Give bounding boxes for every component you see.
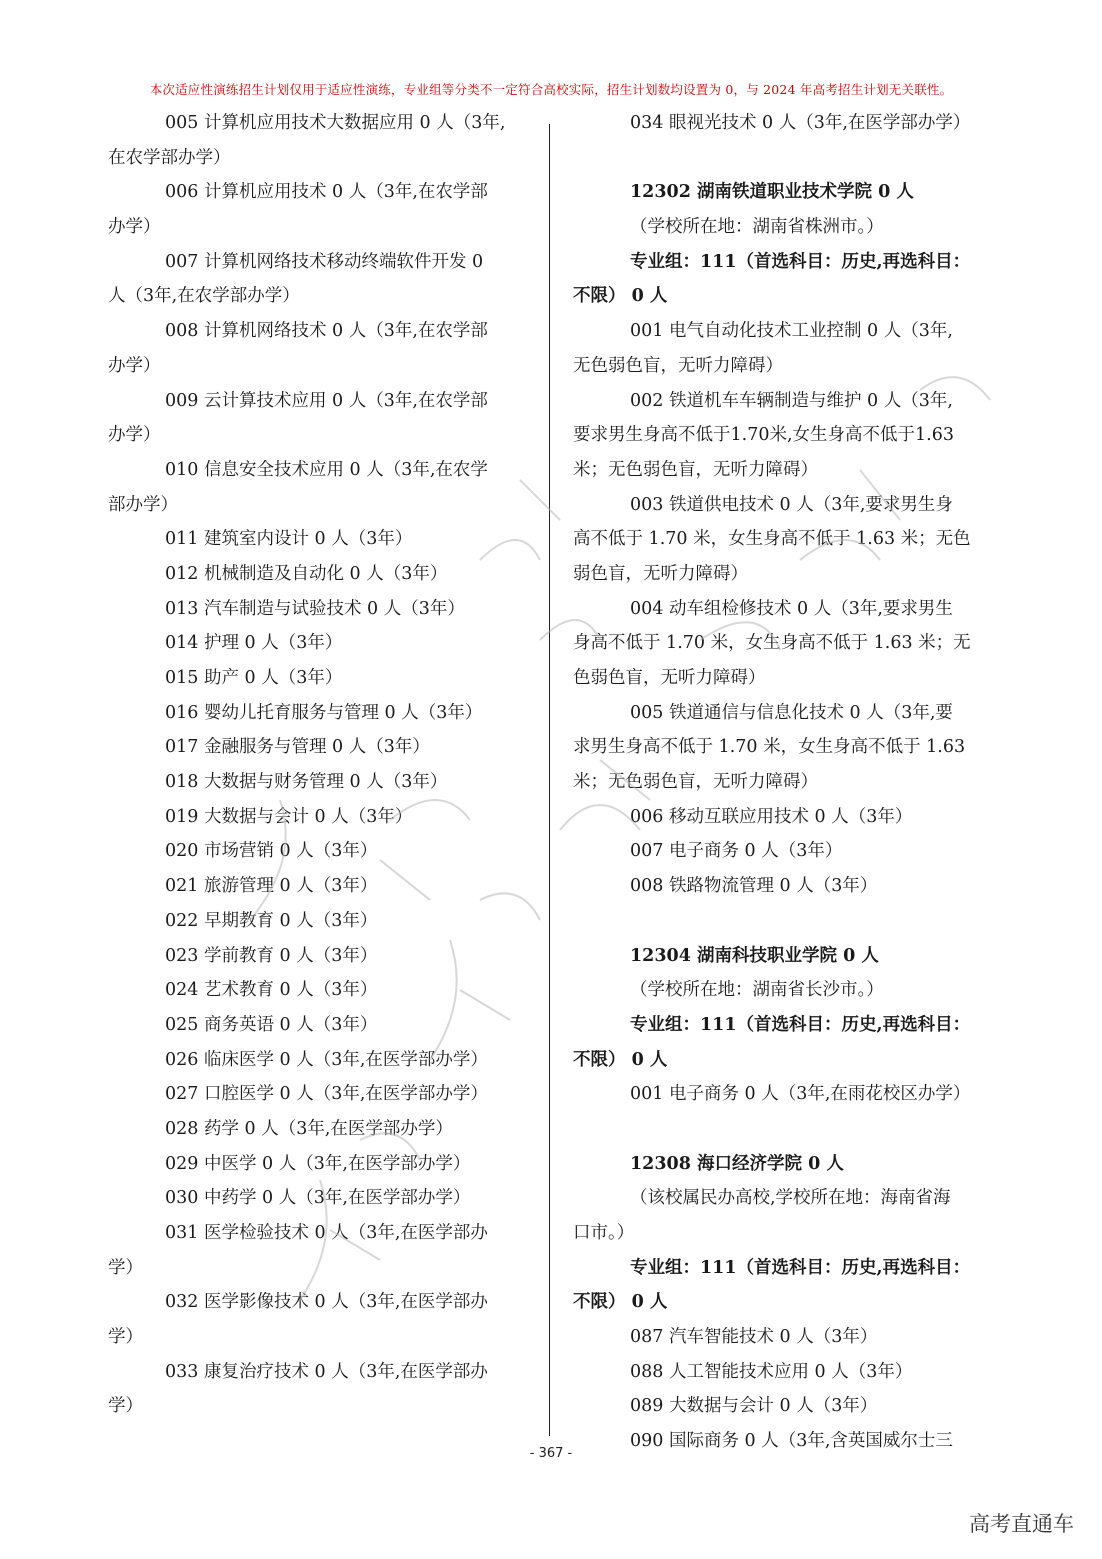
spacer (573, 141, 997, 176)
text-line: 不限） 0 人 (573, 286, 668, 307)
text-line: 009 云计算技术应用 0 人（3年,在农学部 (165, 390, 488, 411)
text-line: 030 中药学 0 人（3年,在医学部办学） (165, 1188, 471, 1209)
text-line: 专业组：111（首选科目：历史,再选科目： (630, 1257, 971, 1278)
text-line: 001 电气自动化技术工业控制 0 人（3年, (630, 321, 953, 342)
text-line: 002 铁道机车车辆制造与维护 0 人（3年, (630, 390, 953, 411)
text-line: 029 中医学 0 人（3年,在医学部办学） (165, 1153, 471, 1174)
text-line: 003 铁道供电技术 0 人（3年,要求男生身 (630, 494, 953, 515)
text-line: 015 助产 0 人（3年） (165, 668, 343, 688)
text-line: 020 市场营销 0 人（3年） (165, 841, 378, 862)
text-line: 017 金融服务与管理 0 人（3年） (165, 737, 430, 758)
text-line: 部办学） (108, 494, 178, 515)
text-line: 013 汽车制造与试验技术 0 人（3年） (165, 598, 465, 619)
text-line: 12304 湖南科技职业学院 0 人 (630, 945, 879, 966)
text-line: 006 移动互联应用技术 0 人（3年） (630, 806, 913, 827)
text-line: 007 电子商务 0 人（3年） (630, 841, 843, 862)
text-line: （学校所在地：湖南省长沙市。） (630, 980, 884, 1001)
text-line: 身高不低于 1.70 米，女生身高不低于 1.63 米；无 (573, 633, 971, 654)
text-line: 米；无色弱色盲，无听力障碍） (573, 459, 818, 480)
text-line: 办学） (108, 355, 161, 376)
text-line: 弱色盲，无听力障碍） (573, 563, 748, 584)
spacer (573, 904, 997, 939)
text-line: 006 计算机应用技术 0 人（3年,在农学部 (165, 182, 488, 203)
text-line: 不限） 0 人 (573, 1049, 668, 1070)
text-line: 人（3年,在农学部办学） (108, 286, 300, 307)
text-line: 007 计算机网络技术移动终端软件开发 0 (165, 251, 484, 272)
text-line: 016 婴幼儿托育服务与管理 0 人（3年） (165, 702, 483, 723)
text-line: 089 大数据与会计 0 人（3年） (630, 1396, 878, 1417)
text-line: 米；无色弱色盲，无听力障碍） (573, 772, 818, 793)
text-line: 090 国际商务 0 人（3年,含英国威尔士三 (630, 1431, 953, 1452)
disclaimer-notice: 本次适应性演练招生计划仅用于适应性演练，专业组等分类不一定符合高校实际，招生计划数均设置为 0，与 2024 年高考招生计划无关联性。 (149, 82, 953, 97)
text-line: 022 早期教育 0 人（3年） (165, 910, 378, 931)
text-line: 005 铁道通信与信息化技术 0 人（3年,要 (630, 702, 953, 723)
text-line: 求男生身高不低于 1.70 米，女生身高不低于 1.63 (573, 737, 966, 758)
text-line: 088 人工智能技术应用 0 人（3年） (630, 1361, 913, 1382)
text-line: 无色弱色盲，无听力障碍） (573, 355, 783, 376)
text-line: 008 计算机网络技术 0 人（3年,在农学部 (165, 321, 488, 342)
text-line: 高不低于 1.70 米，女生身高不低于 1.63 米；无色 (573, 529, 971, 550)
text-line: 色弱色盲，无听力障碍） (573, 668, 766, 688)
text-line: 028 药学 0 人（3年,在医学部办学） (165, 1118, 453, 1139)
text-line: 034 眼视光技术 0 人（3年,在医学部办学） (630, 113, 971, 133)
text-line: 014 护理 0 人（3年） (165, 633, 343, 654)
spacer (573, 1112, 997, 1147)
text-line: 005 计算机应用技术大数据应用 0 人（3年, (165, 113, 506, 133)
text-line: 027 口腔医学 0 人（3年,在医学部办学） (165, 1084, 488, 1105)
text-line: 019 大数据与会计 0 人（3年） (165, 806, 413, 827)
page-number: - 367 - (529, 1446, 573, 1461)
text-line: 要求男生身高不低于1.70米,女生身高不低于1.63 (573, 425, 954, 446)
text-line: 010 信息安全技术应用 0 人（3年,在农学 (165, 459, 488, 480)
text-line: 口市。） (573, 1223, 635, 1243)
text-line: 033 康复治疗技术 0 人（3年,在医学部办 (165, 1361, 488, 1382)
text-line: 024 艺术教育 0 人（3年） (165, 980, 378, 1001)
text-line: 不限） 0 人 (573, 1292, 668, 1313)
right-column (573, 106, 997, 1459)
text-line: 026 临床医学 0 人（3年,在医学部办学） (165, 1049, 488, 1070)
text-line: 004 动车组检修技术 0 人（3年,要求男生 (630, 598, 953, 619)
text-line: 008 铁路物流管理 0 人（3年） (630, 876, 878, 897)
text-line: 办学） (108, 425, 161, 446)
text-line: 12302 湖南铁道职业技术学院 0 人 (630, 182, 914, 203)
text-line: 学） (108, 1257, 143, 1278)
text-line: 032 医学影像技术 0 人（3年,在医学部办 (165, 1292, 488, 1313)
text-line: 001 电子商务 0 人（3年,在雨花校区办学） (630, 1084, 971, 1105)
text-line: 学） (108, 1396, 143, 1417)
text-line: 专业组：111（首选科目：历史,再选科目： (630, 251, 971, 272)
text-line: 在农学部办学） (108, 147, 231, 168)
text-line: 学） (108, 1327, 143, 1348)
text-line: 011 建筑室内设计 0 人（3年） (165, 529, 413, 550)
column-divider (549, 124, 550, 1436)
text-line: 025 商务英语 0 人（3年） (165, 1014, 378, 1035)
text-line: 专业组：111（首选科目：历史,再选科目： (630, 1014, 971, 1035)
text-line: 012 机械制造及自动化 0 人（3年） (165, 563, 448, 584)
brand-label: 高考直通车 (969, 1512, 1074, 1536)
text-line: 087 汽车智能技术 0 人（3年） (630, 1327, 878, 1348)
text-line: 031 医学检验技术 0 人（3年,在医学部办 (165, 1223, 488, 1243)
text-line: 018 大数据与财务管理 0 人（3年） (165, 772, 448, 793)
left-column (108, 106, 532, 1424)
text-line: 12308 海口经济学院 0 人 (630, 1153, 844, 1174)
text-line: 023 学前教育 0 人（3年） (165, 945, 378, 966)
text-line: （该校属民办高校,学校所在地：海南省海 (630, 1188, 951, 1209)
text-line: 021 旅游管理 0 人（3年） (165, 876, 378, 897)
text-line: 办学） (108, 217, 161, 238)
text-line: （学校所在地：湖南省株洲市。） (630, 217, 884, 238)
